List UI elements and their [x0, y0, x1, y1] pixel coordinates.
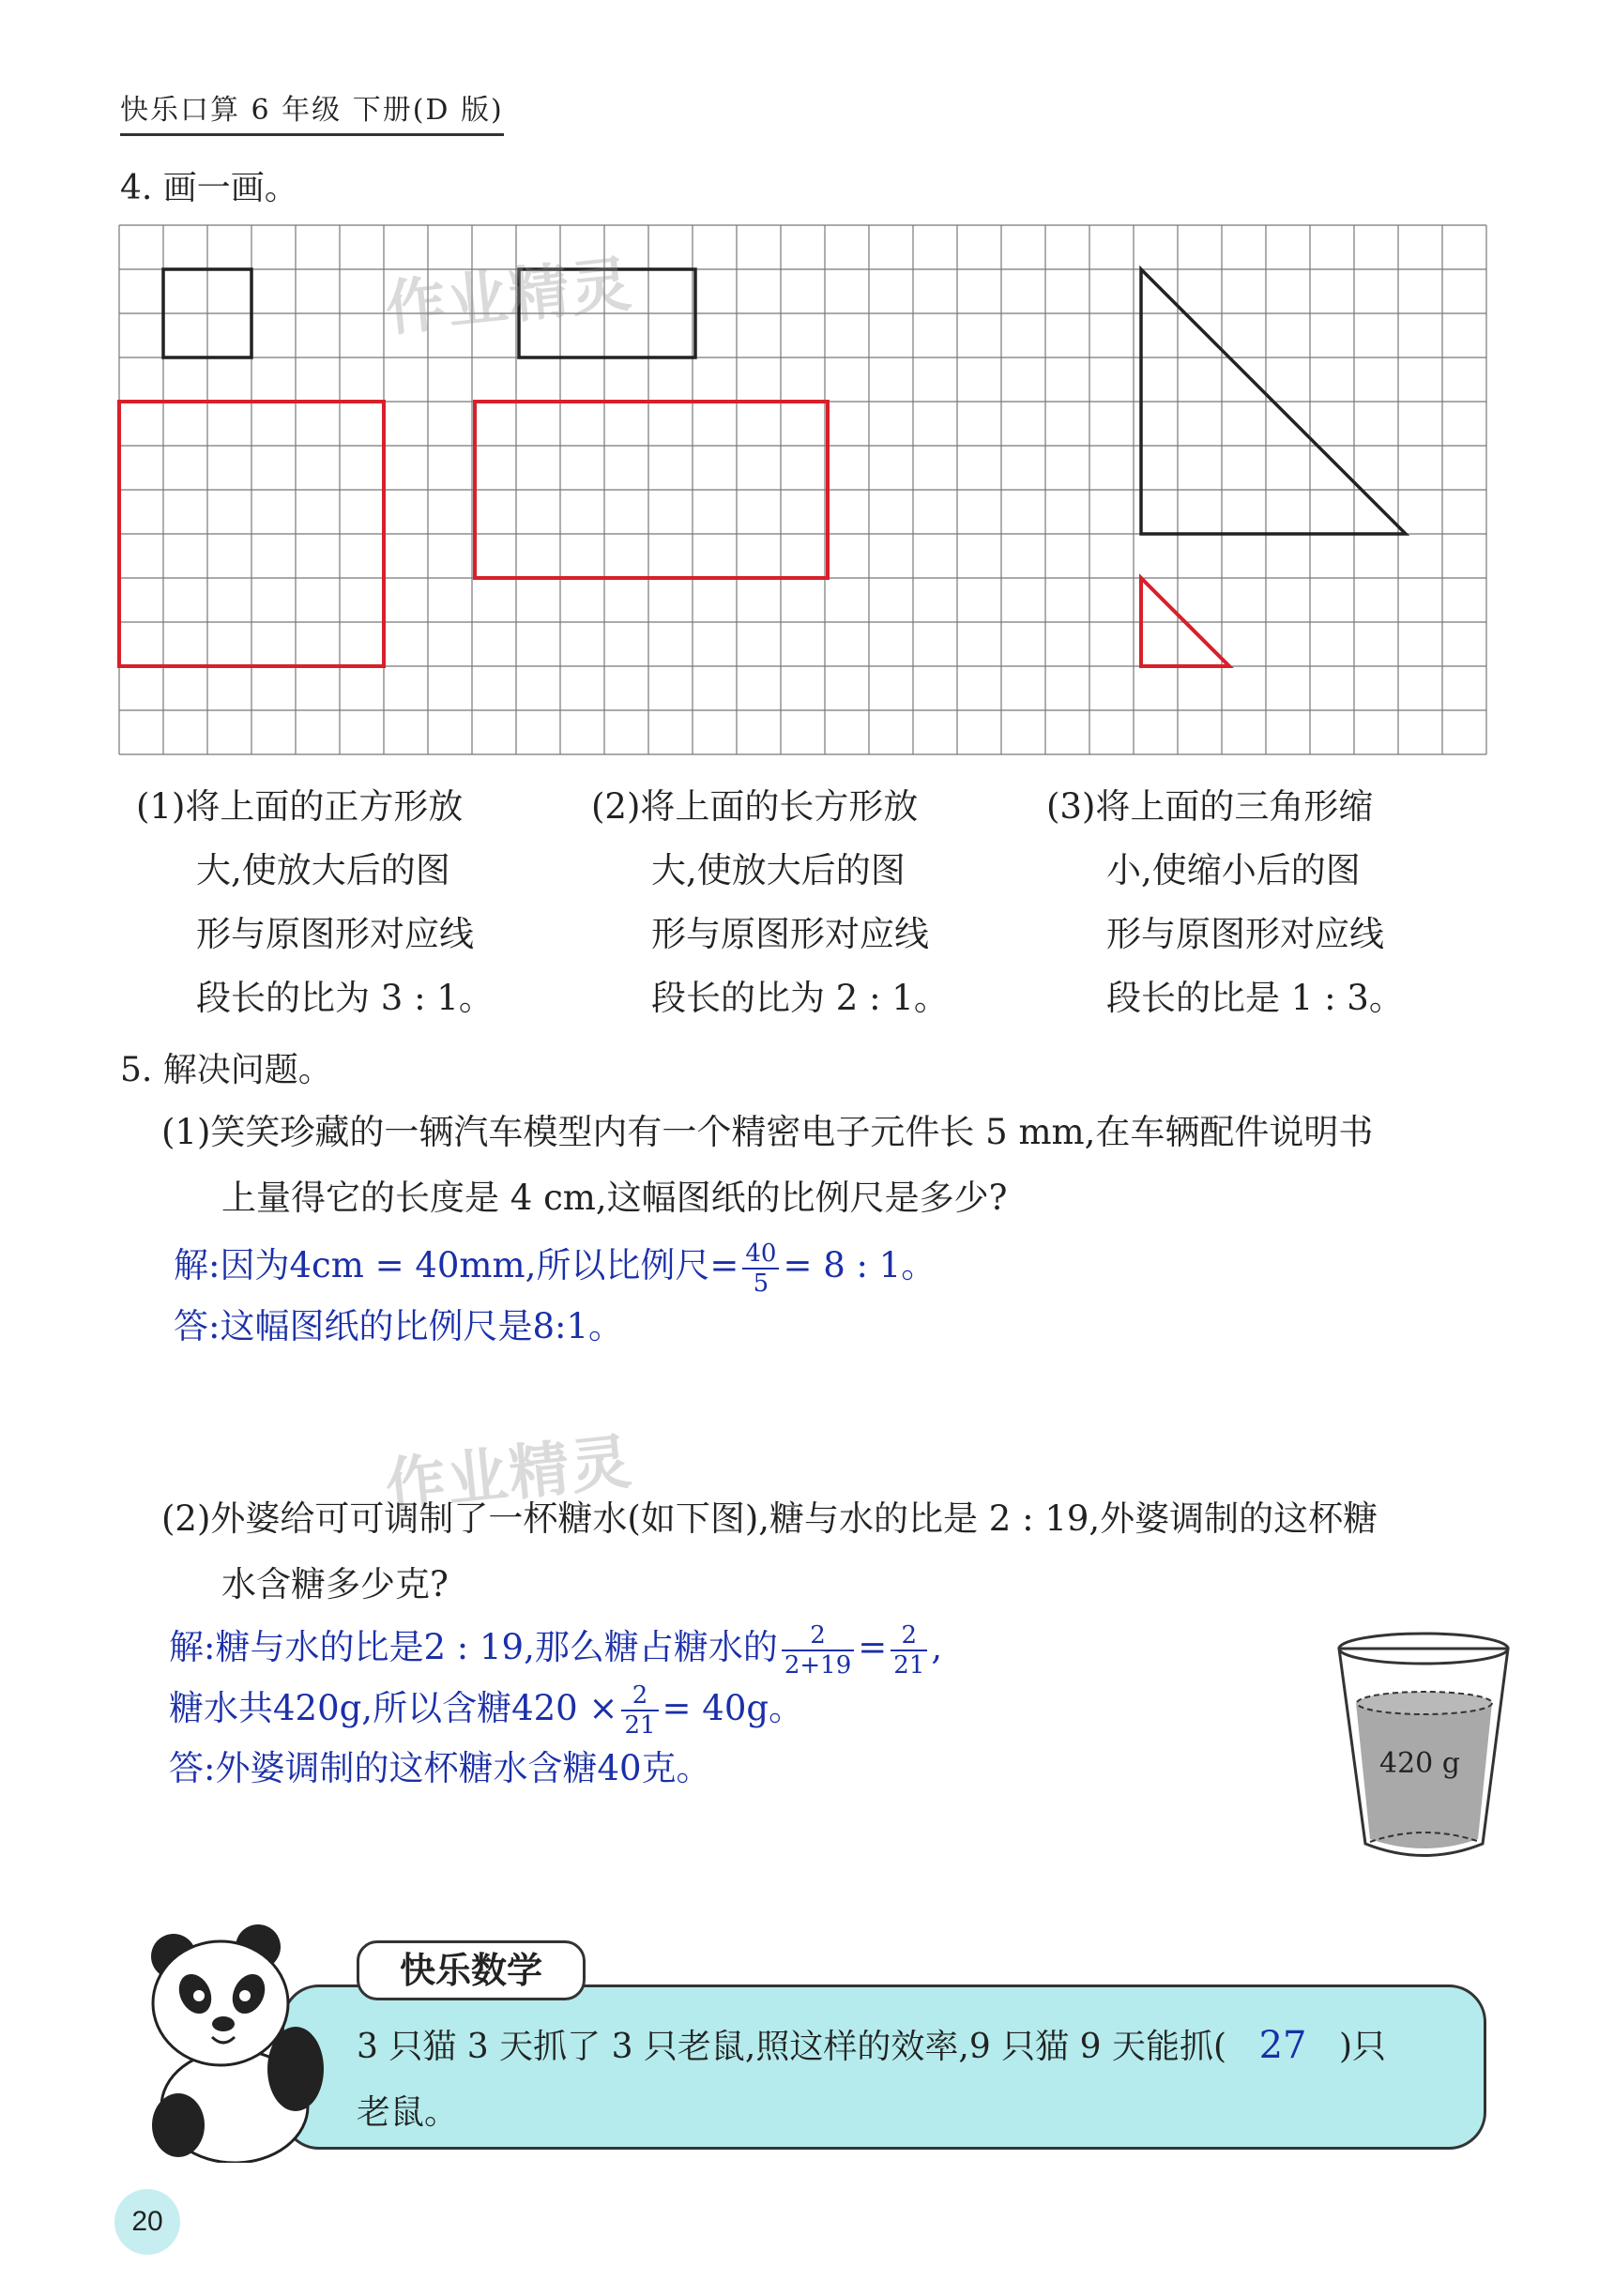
fraction-denominator: 2+19 [784, 1650, 852, 1680]
task-3-description [1046, 775, 1450, 1030]
fun-math-line [357, 2013, 1473, 2080]
problem-line: (2)外婆给可可调制了一杯糖水(如下图),糖与水的比是 2 : 19,外婆调制的这杯糖 [161, 1498, 1378, 1539]
task-line: (1)将上面的正方形放 [136, 786, 464, 827]
fraction-denominator: 21 [624, 1711, 656, 1740]
task-line: 大,使放大后的图 [196, 850, 450, 890]
task-line: 形与原图形对应线 [196, 914, 474, 954]
solution-text: 糖水共420g,所以含糖420 × [169, 1687, 618, 1728]
solution-text: , [931, 1627, 943, 1667]
problem-line: (1)笑笑珍藏的一辆汽车模型内有一个精密电子元件长 5 mm,在车辆配件说明书 [161, 1112, 1374, 1152]
task-line: 形与原图形对应线 [651, 914, 929, 954]
question-text: )只 [1339, 2028, 1387, 2066]
fun-math-question [357, 2013, 1473, 2146]
solution-text: = [858, 1627, 888, 1667]
task-line: (2)将上面的长方形放 [591, 786, 919, 827]
cup-weight-label: 420 g [1379, 1747, 1461, 1780]
solution-text: 解:糖与水的比是2 : 19,那么糖占糖水的 [169, 1627, 778, 1667]
fun-math-line: 老鼠。 [357, 2093, 459, 2132]
fraction [742, 1239, 779, 1298]
fraction-numerator: 2 [621, 1681, 658, 1711]
solution-text: 解:因为4cm = 40mm,所以比例尺= [174, 1245, 739, 1285]
solution-line [174, 1237, 1300, 1298]
solution-text: = 40g。 [662, 1687, 804, 1728]
solution-line [169, 1619, 1248, 1680]
fraction [891, 1621, 927, 1680]
task-1-description [136, 775, 540, 1030]
task-2-description [591, 775, 995, 1030]
task-line: 形与原图形对应线 [1106, 914, 1384, 954]
book-title: 快乐口算 6 年级 下册(D 版) [120, 86, 504, 136]
fraction-denominator: 21 [893, 1650, 925, 1680]
filled-answer: 27 [1258, 2024, 1307, 2067]
task-line: 段长的比为 2 : 1。 [651, 978, 949, 1018]
problem-1 [161, 1100, 1513, 1231]
fraction-numerator: 40 [742, 1239, 779, 1270]
fun-math-title: 快乐数学 [357, 1940, 586, 2000]
fraction-denominator: 5 [753, 1269, 769, 1298]
problem-line: 上量得它的长度是 4 cm,这幅图纸的比例尺是多少? [221, 1178, 1008, 1218]
watermark: 作业精灵 [382, 250, 636, 345]
section-5-heading: 5. 解决问题。 [120, 1051, 332, 1089]
answer-line: 答:这幅图纸的比例尺是8:1。 [174, 1305, 624, 1346]
solution-text: = 8 : 1。 [783, 1245, 937, 1285]
question-text: 3 只猫 3 天抓了 3 只老鼠,照这样的效率,9 只猫 9 天能抓( [357, 2028, 1227, 2066]
watermark: 作业精灵 [382, 1427, 636, 1523]
drawing-grid [113, 218, 1501, 762]
solution-1 [174, 1237, 1300, 1356]
fraction [782, 1621, 854, 1680]
task-line: (3)将上面的三角形缩 [1046, 786, 1374, 827]
panda-icon [141, 1919, 328, 2163]
problem-line: 水含糖多少克? [221, 1564, 449, 1604]
answer-line: 答:外婆调制的这杯糖水含糖40克。 [169, 1748, 711, 1788]
page-number: 20 [131, 2206, 163, 2237]
task-line: 段长的比为 3 : 1。 [196, 978, 494, 1018]
task-line: 段长的比是 1 : 3。 [1106, 978, 1404, 1018]
sugar-water-cup [1328, 1628, 1515, 1863]
task-line: 小,使缩小后的图 [1106, 850, 1361, 890]
task-line: 大,使放大后的图 [651, 850, 906, 890]
fraction-numerator: 2 [782, 1621, 854, 1651]
solution-2 [169, 1619, 1248, 1798]
section-4-heading: 4. 画一画。 [120, 169, 298, 207]
solution-line [169, 1680, 1248, 1741]
fraction-numerator: 2 [891, 1621, 927, 1651]
fraction [621, 1681, 658, 1740]
problem-2 [161, 1486, 1513, 1618]
